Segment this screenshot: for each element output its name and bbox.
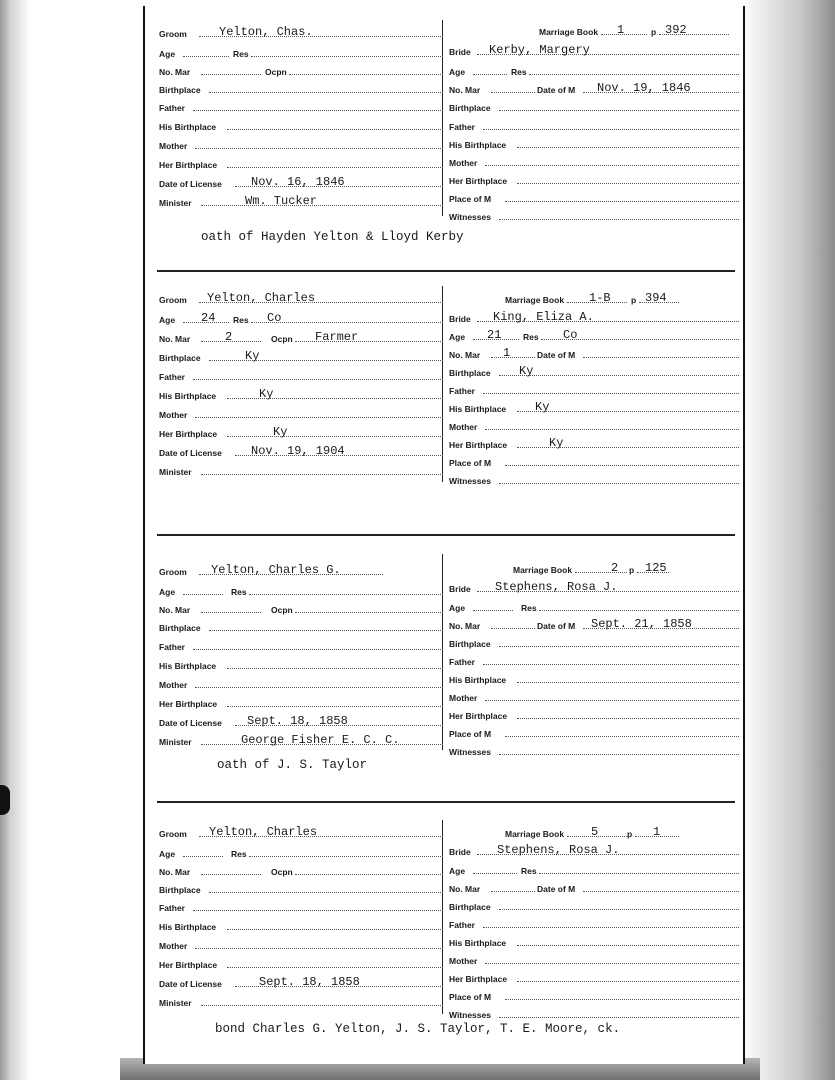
bride-birthplace-row: Birthplace — [449, 895, 739, 913]
page-number: 394 — [645, 291, 667, 305]
his-birthplace-row: His Birthplace — [159, 915, 443, 933]
his-birthplace-row: His Birthplace — [159, 115, 443, 133]
birthplace-row: Birthplace — [159, 878, 443, 896]
age-res-row: Age 24 Res Co — [159, 308, 443, 326]
date-of-license-value: Nov. 19, 1904 — [251, 444, 345, 458]
bride-birthplace-row: Birthplace — [449, 96, 739, 114]
mother-row: Mother — [159, 403, 443, 421]
page-number: 392 — [665, 23, 687, 37]
groom-row: Groom Yelton, Charles — [159, 822, 443, 840]
father-row: Father — [159, 96, 443, 114]
minister-row: Minister — [159, 460, 443, 478]
witnesses-row: Witnesses — [449, 1003, 739, 1021]
groom-row: Groom Yelton, Charles — [159, 288, 443, 306]
date-of-license-row: Date of License Nov. 19, 1904 — [159, 441, 443, 459]
bride-mother-row: Mother — [449, 949, 739, 967]
date-of-license-value: Nov. 16, 1846 — [251, 175, 345, 189]
bride-his-birthplace-row: His Birthplace — [449, 931, 739, 949]
bride-birthplace-row: Birthplace Ky — [449, 361, 739, 379]
bride-mother-row: Mother — [449, 686, 739, 704]
bride-row: Bride King, Eliza A. — [449, 307, 739, 325]
bride-her-birthplace-value: Ky — [549, 436, 564, 450]
marriage-book-row: Marriage Book 1 p 392 — [449, 20, 739, 38]
date-of-license-value: Sept. 18, 1858 — [259, 975, 360, 989]
bride-no-mar-row: No. Mar 1 Date of M — [449, 343, 739, 361]
bride-age-res-row: Age Res — [449, 60, 739, 78]
father-row: Father — [159, 365, 443, 383]
bride-age-res-row: Age Res — [449, 859, 739, 877]
witnesses-row: Witnesses — [449, 740, 739, 758]
her-birthplace-row: Her Birthplace — [159, 692, 443, 710]
bride-no-mar-row: No. Mar Date of M Nov. 19, 1846 — [449, 78, 739, 96]
bride-father-row: Father — [449, 913, 739, 931]
birthplace-value: Ky — [245, 349, 260, 363]
bride-father-row: Father — [449, 115, 739, 133]
bride-name: Stephens, Rosa J. — [495, 580, 618, 594]
record-sheet — [143, 6, 745, 1064]
bride-no-mar-row: No. Mar Date of M — [449, 877, 739, 895]
her-birthplace-row: Her Birthplace — [159, 153, 443, 171]
date-of-license-row: Date of License Nov. 16, 1846 — [159, 172, 443, 190]
scan-edge-mark — [0, 785, 10, 815]
book-number: 1-B — [589, 291, 611, 305]
place-of-m-row: Place of M — [449, 722, 739, 740]
record-separator — [157, 270, 735, 272]
no-mar-ocpn-row: No. Mar 2 Ocpn Farmer — [159, 327, 443, 345]
place-of-m-row: Place of M — [449, 187, 739, 205]
father-row: Father — [159, 896, 443, 914]
witnesses-row: Witnesses — [449, 205, 739, 223]
bride-her-birthplace-row: Her Birthplace — [449, 704, 739, 722]
her-birthplace-row: Her Birthplace Ky — [159, 422, 443, 440]
bride-name: Kerby, Margery — [489, 43, 590, 57]
marriage-book-row: Marriage Book 2 p 125 — [449, 558, 739, 576]
bride-birthplace-row: Birthplace — [449, 632, 739, 650]
bride-no-mar-row: No. Mar Date of M Sept. 21, 1858 — [449, 614, 739, 632]
bride-res-value: Co — [563, 328, 578, 342]
groom-name: Yelton, Charles — [207, 291, 316, 305]
birthplace-row: Birthplace — [159, 616, 443, 634]
bride-mother-row: Mother — [449, 415, 739, 433]
bride-age-res-row: Age Res — [449, 596, 739, 614]
no-mar-ocpn-row: No. Mar Ocpn — [159, 860, 443, 878]
age-res-row: Age Res — [159, 580, 443, 598]
bride-age-res-row: Age 21 Res Co — [449, 325, 739, 343]
minister-row: Minister Wm. Tucker — [159, 191, 443, 209]
mother-row: Mother — [159, 673, 443, 691]
bride-his-birthplace-row: His Birthplace — [449, 133, 739, 151]
age-res-row: Age Res — [159, 42, 443, 60]
age-value: 24 — [201, 311, 216, 325]
bride-no-mar-value: 1 — [503, 346, 511, 360]
mother-row: Mother — [159, 134, 443, 152]
date-of-marriage-value: Nov. 19, 1846 — [597, 81, 691, 95]
groom-row: Groom Yelton, Chas. — [159, 22, 443, 40]
date-of-marriage-value: Sept. 21, 1858 — [591, 617, 692, 631]
no-mar-ocpn-row: No. Mar Ocpn — [159, 60, 443, 78]
his-birthplace-row: His Birthplace Ky — [159, 384, 443, 402]
bride-father-row: Father — [449, 650, 739, 668]
no-mar-ocpn-row: No. Mar Ocpn — [159, 598, 443, 616]
bride-row: Bride Stephens, Rosa J. — [449, 840, 739, 858]
res-value: Co — [267, 311, 282, 325]
bride-his-birthplace-row: His Birthplace — [449, 668, 739, 686]
minister-row: Minister — [159, 991, 443, 1009]
page-number: 1 — [653, 825, 661, 839]
bride-mother-row: Mother — [449, 151, 739, 169]
her-birthplace-row: Her Birthplace — [159, 953, 443, 971]
book-number: 1 — [617, 23, 625, 37]
groom-name: Yelton, Charles — [209, 825, 318, 839]
bride-her-birthplace-row: Her Birthplace — [449, 169, 739, 187]
his-birthplace-row: His Birthplace — [159, 654, 443, 672]
record-note: bond Charles G. Yelton, J. S. Taylor, T. E. Moore, ck. — [215, 1022, 621, 1036]
bride-his-birthplace-row: His Birthplace Ky — [449, 397, 739, 415]
groom-name: Yelton, Chas. — [219, 25, 313, 39]
minister-row: Minister George Fisher E. C. C. — [159, 730, 443, 748]
record-separator — [157, 534, 735, 536]
place-of-m-row: Place of M — [449, 985, 739, 1003]
father-row: Father — [159, 635, 443, 653]
bride-name: King, Eliza A. — [493, 310, 594, 324]
date-of-license-value: Sept. 18, 1858 — [247, 714, 348, 728]
place-of-m-row: Place of M — [449, 451, 739, 469]
her-birthplace-value: Ky — [273, 425, 288, 439]
record-note: oath of Hayden Yelton & Lloyd Kerby — [201, 230, 464, 244]
mother-row: Mother — [159, 934, 443, 952]
groom-row: Groom Yelton, Charles G. — [159, 560, 443, 578]
witnesses-row: Witnesses — [449, 469, 739, 487]
ocpn-value: Farmer — [315, 330, 359, 344]
record-separator — [157, 801, 735, 803]
record-note: oath of J. S. Taylor — [217, 758, 368, 772]
minister-value: George Fisher E. C. C. — [241, 733, 400, 747]
book-number: 5 — [591, 825, 599, 839]
birthplace-row: Birthplace Ky — [159, 346, 443, 364]
bride-age-value: 21 — [487, 328, 502, 342]
birthplace-row: Birthplace — [159, 78, 443, 96]
date-of-license-row: Date of License Sept. 18, 1858 — [159, 972, 443, 990]
bride-row: Bride Stephens, Rosa J. — [449, 577, 739, 595]
bride-row: Bride Kerby, Margery — [449, 40, 739, 58]
bride-her-birthplace-row: Her Birthplace Ky — [449, 433, 739, 451]
bride-birthplace-value: Ky — [519, 364, 534, 378]
bride-father-row: Father — [449, 379, 739, 397]
book-number: 2 — [611, 561, 619, 575]
marriage-book-row: Marriage Book 5 p 1 — [449, 822, 739, 840]
date-of-license-row: Date of License Sept. 18, 1858 — [159, 711, 443, 729]
his-birthplace-value: Ky — [259, 387, 274, 401]
bride-name: Stephens, Rosa J. — [497, 843, 620, 857]
page-number: 125 — [645, 561, 667, 575]
bride-her-birthplace-row: Her Birthplace — [449, 967, 739, 985]
minister-value: Wm. Tucker — [245, 194, 318, 208]
groom-name: Yelton, Charles G. — [211, 563, 341, 577]
bride-his-birthplace-value: Ky — [535, 400, 550, 414]
marriage-book-row: Marriage Book 1-B p 394 — [449, 288, 739, 306]
no-mar-value: 2 — [225, 330, 233, 344]
age-res-row: Age Res — [159, 842, 443, 860]
